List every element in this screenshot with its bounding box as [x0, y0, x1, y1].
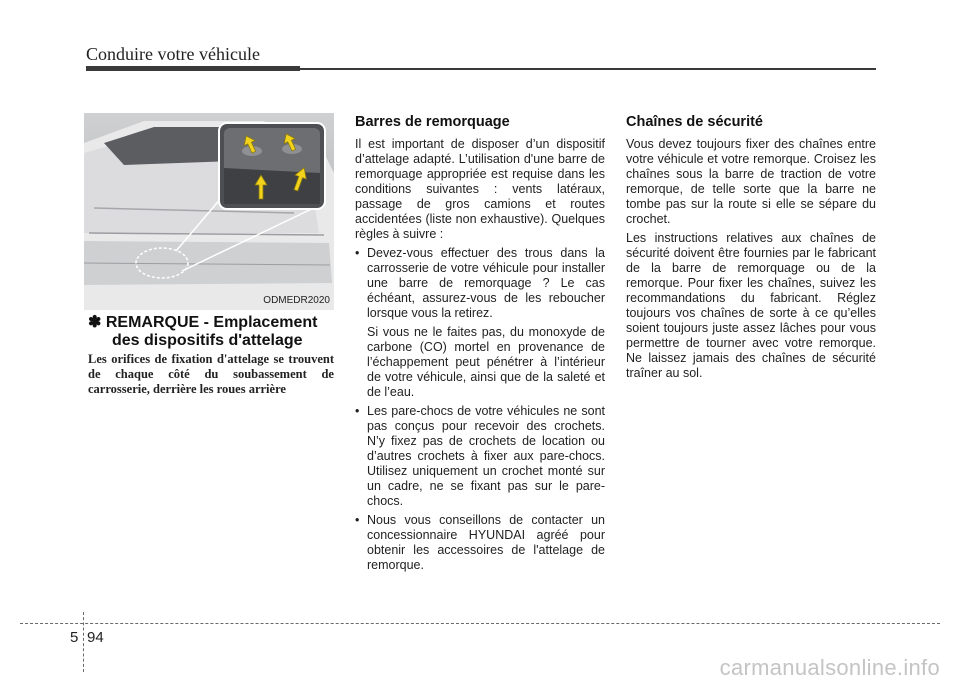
list-item — [355, 404, 605, 509]
list-item — [355, 513, 605, 573]
chains-section — [626, 113, 876, 385]
chains-para2: Les instructions relatives aux chaînes de sécurité doivent être fournies par le fabricant de la barre de remorquage ou de la remorque. Pour fixer les chaînes, suivez les recommandations du fabricant. Réglez toujours vos chaînes de sorte à ce qu’elles soient toujours juste assez lâches pour vous permettre de tourner avec votre remorque. Ne laissez jamais des chaînes de sécurité traîner au sol. — [626, 231, 876, 380]
bullet1-subtext: Si vous ne le faites pas, du monoxyde de carbone (CO) mortel en provenance de l’échappement peut pénétrer à l’intérieur de votre véhicule, ainsi que de la saleté et de l’eau. — [367, 325, 605, 399]
figure-caption: ODMEDR2020 — [263, 295, 330, 306]
note-title-line2: des dispositifs d'attelage — [112, 332, 303, 349]
vehicle-rear-illustration — [84, 113, 334, 310]
chains-para1: Vous devez toujours fixer des chaînes entre votre véhicule et votre remorque. Croisez les chaînes sous la barre de traction de votre remorque, de telle sorte que la barre ne tombe pas sur la route si elle se sépare du crochet. — [626, 137, 876, 226]
note-heading — [88, 314, 338, 350]
bullet3-text: Nous vous conseillons de contacter un concessionnaire HYUNDAI agréé pour obtenir les accessoires de l'attelage de remorque. — [367, 513, 605, 572]
chapter-number: 5 — [70, 629, 79, 646]
bullet2-text: Les pare-chocs de votre véhicules ne sont pas conçus pour recevoir des crochets. N’y fixez pas de crochets de location ou d’autres crochets à fixer aux pare-chocs. Utilisez uniquement un crochet monté sur un cadre, ne se fixant pas sur le pare-chocs. — [367, 404, 605, 508]
page-number: 94 — [87, 629, 104, 646]
towbars-intro: Il est important de disposer d’un dispositif d’attelage adapté. L’utilisation d'une barre de remorquage appropriée est requise dans les conditions suivantes : vents latéraux, passage de gros camions et routes accidentées (liste non exhaustive). Quelques règles à suivre : — [355, 137, 605, 241]
list-item — [355, 246, 605, 400]
bullet1-text: Devez-vous effectuer des trous dans la carrosserie de votre véhicule pour installer une barre de remorquage ? Le cas échéant, assurez-vous de les reboucher lorsque vous la retirez. — [367, 246, 605, 320]
header-rule — [86, 66, 876, 71]
page-number-separator — [83, 612, 84, 672]
note-body: Les orifices de fixation d'attelage se trouvent de chaque côté du soubassement de carrosserie, derrière les roues arrière — [88, 352, 334, 396]
towbars-list — [355, 246, 605, 573]
towbars-section — [355, 113, 605, 577]
footer-rule — [20, 623, 940, 624]
up-arrow-icon — [84, 113, 334, 310]
towbars-heading: Barres de remorquage — [355, 114, 510, 130]
chains-heading: Chaînes de sécurité — [626, 114, 763, 130]
watermark: carmanualsonline.info — [719, 655, 940, 680]
note-title-line1: ✽ REMARQUE - Emplacement — [88, 314, 318, 331]
page-title: Conduire votre véhicule — [86, 44, 260, 64]
